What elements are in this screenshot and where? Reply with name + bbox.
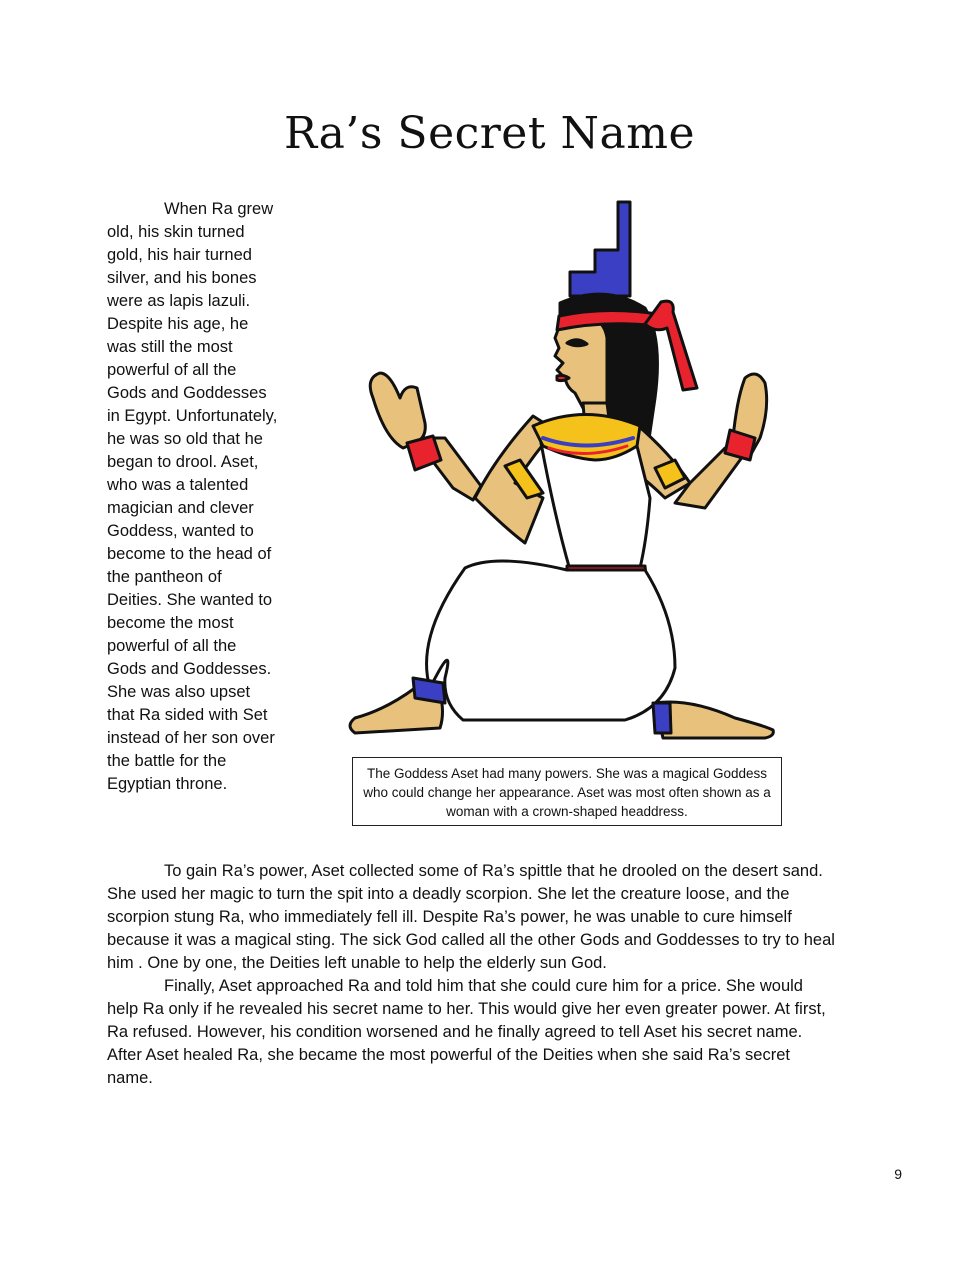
page-number: 9 [894,1166,902,1182]
story-body [107,860,837,1090]
intro-paragraph: When Ra grew old, his skin turned gold, his hair turned silver, and his bones were as lapis lazuli. Despite his age, he was still the most powerful of all the Gods and Goddesses in Egypt. Unfortunately, he was so old that he began to drool. Aset, who was a talented magician and clever Goddess, wanted to become to the head of the pantheon of Deities. She wanted to become the most powerful of all the Gods and Goddesses. She was also upset that Ra sided with Set instead of her son over the battle for the Egyptian throne. [107,200,278,793]
left-anklet [413,678,445,703]
right-anklet [653,703,671,733]
paragraph: Finally, Aset approached Ra and told him that she could cure him for a price. She would help Ra only if he revealed his secret name to her. This would give her even greater power. At first, Ra refused. However, his condition worsened and he finally agreed to tell Aset his secret name. After Aset healed Ra, she became the most powerful of the Deities when she said Ra’s secret name. [107,977,826,1087]
headdress [570,202,630,296]
figure-caption: The Goddess Aset had many powers. She was a magical Goddess who could change her appearance. Aset was most often shown as a woman with a crown-shaped headdress. [352,757,782,826]
left-hand [370,373,425,448]
paragraph: To gain Ra’s power, Aset collected some of Ra’s spittle that he drooled on the desert sand. She used her magic to turn the spit into a deadly scorpion. She let the creature loose, and the scorpion stung Ra, who immediately fell ill. Despite Ra’s power, he was unable to cure himself because it was a magical sting. The sick God called all the other Gods and Goddesses to try to heal him . One by one, the Deities left unable to help the elderly sun God. [107,862,835,972]
dress-skirt [427,561,675,720]
goddess-aset-illustration [345,198,785,743]
right-foot [655,702,773,738]
page-title: Ra’s Secret Name [284,108,695,159]
intro-text [107,198,279,796]
